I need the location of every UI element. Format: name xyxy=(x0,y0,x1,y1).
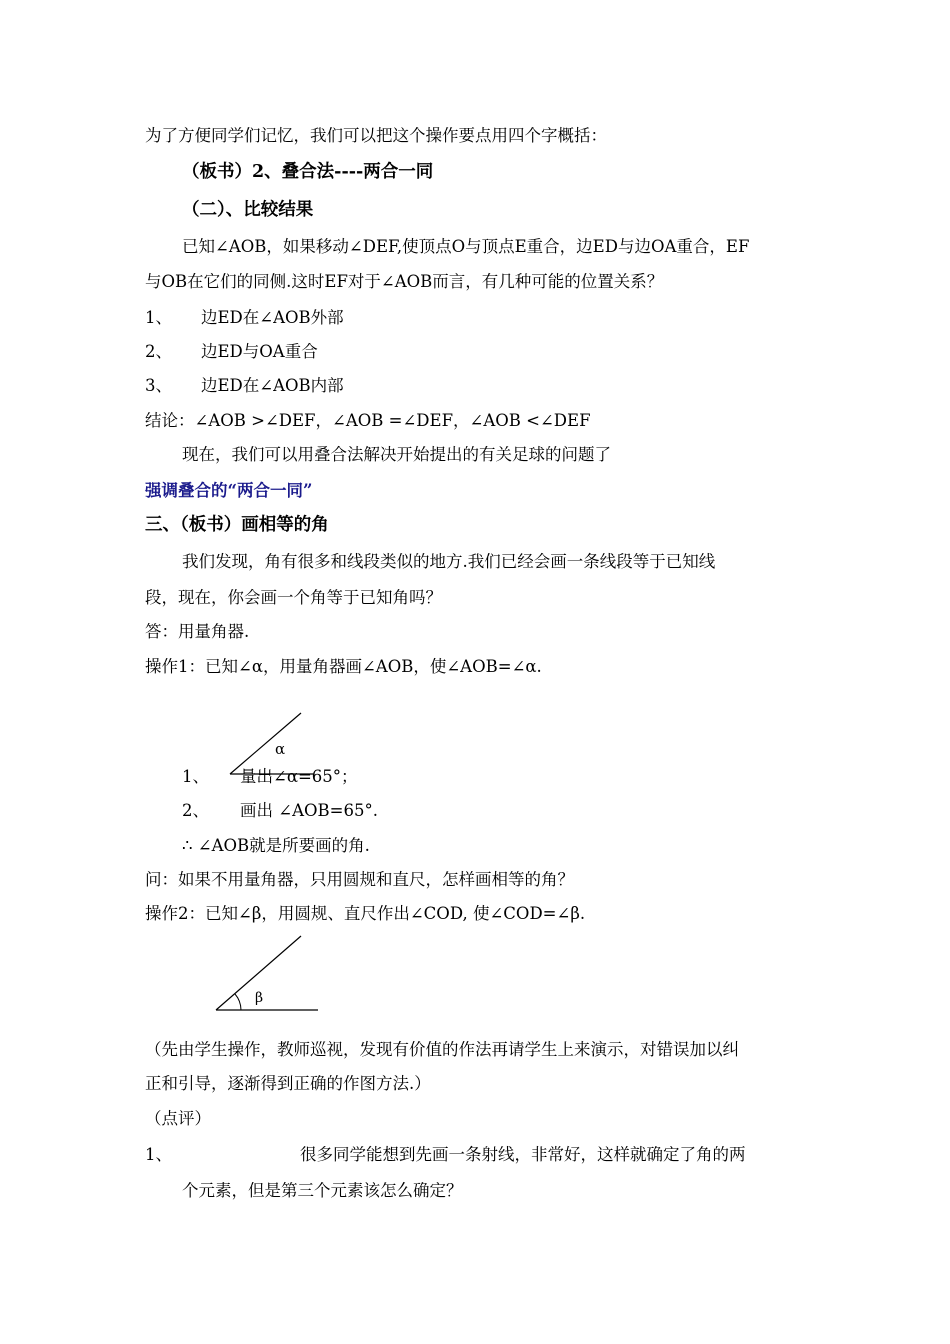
compare-heading: （二）、比较结果 xyxy=(182,200,314,220)
teacher-paragraph-line-1: （先由学生操作，教师巡视，发现有价值的作法再请学生上来演示，对错误加以纠 xyxy=(145,1040,739,1059)
known-paragraph-line-1: 已知∠AOB，如果移动∠DEF,使顶点O与顶点E重合，边ED与边OA重合，EF xyxy=(182,237,750,256)
step-number: 2、 xyxy=(182,801,209,820)
case-number: 1、 xyxy=(145,308,172,327)
angle-beta-arc xyxy=(235,994,241,1010)
case-text: 边ED与OA重合 xyxy=(201,342,318,361)
operation-2-line: 操作2：已知∠β，用圆规、直尺作出∠COD, 使∠COD=∠β. xyxy=(145,904,586,923)
case-number: 2、 xyxy=(145,342,172,361)
step-number: 1、 xyxy=(182,767,209,786)
step-item xyxy=(182,765,358,789)
emphasis-line: 强调叠合的“两合一同” xyxy=(145,481,313,500)
comment-text-line-1: 很多同学能想到先画一条射线，非常好，这样就确定了角的两 xyxy=(300,1145,746,1164)
discover-paragraph-line-2: 段，现在，你会画一个角等于已知角吗？ xyxy=(145,588,442,607)
board-heading-2: （板书）2、叠合法----两合一同 xyxy=(182,162,434,182)
comment-number: 1、 xyxy=(145,1145,172,1164)
case-text: 边ED在∠AOB外部 xyxy=(201,308,344,327)
operation-1-line: 操作1：已知∠α，用量角器画∠AOB，使∠AOB=∠α. xyxy=(145,657,542,676)
therefore-line: ∴ ∠AOB就是所要画的角. xyxy=(182,836,370,855)
angle-beta-label: β xyxy=(255,990,264,1006)
step-text: 量出∠α=65°； xyxy=(240,767,358,786)
step-item xyxy=(182,799,378,823)
answer-line: 答：用量角器. xyxy=(145,622,250,641)
case-text: 边ED在∠AOB内部 xyxy=(201,376,344,395)
comment-item xyxy=(145,1143,746,1167)
known-paragraph-line-2: 与OB在它们的同侧.这时EF对于∠AOB而言，有几种可能的位置关系？ xyxy=(145,272,664,291)
angle-alpha-label: α xyxy=(275,740,286,758)
comment-text-line-2: 个元素，但是第三个元素该怎么确定？ xyxy=(182,1181,463,1200)
comment-label: （点评） xyxy=(145,1109,211,1128)
discover-paragraph-line-1: 我们发现，角有很多和线段类似的地方.我们已经会画一条线段等于已知线 xyxy=(182,552,716,571)
intro-paragraph: 为了方便同学们记忆，我们可以把这个操作要点用四个字概括： xyxy=(145,126,607,145)
case-item xyxy=(145,340,318,364)
case-item xyxy=(145,374,344,398)
teacher-paragraph-line-2: 正和引导，逐渐得到正确的作图方法.） xyxy=(145,1074,431,1093)
conclusion-paragraph: 结论：∠AOB >∠DEF，∠AOB =∠DEF，∠AOB <∠DEF xyxy=(145,411,591,430)
section-3-heading: 三、（板书）画相等的角 xyxy=(145,515,329,535)
case-item xyxy=(145,306,344,330)
now-paragraph: 现在，我们可以用叠合法解决开始提出的有关足球的问题了 xyxy=(182,445,611,464)
question-line: 问：如果不用量角器，只用圆规和直尺，怎样画相等的角？ xyxy=(145,870,574,889)
step-text: 画出 ∠AOB=65°. xyxy=(240,801,378,820)
case-number: 3、 xyxy=(145,376,172,395)
angle-beta-figure xyxy=(213,933,321,1013)
